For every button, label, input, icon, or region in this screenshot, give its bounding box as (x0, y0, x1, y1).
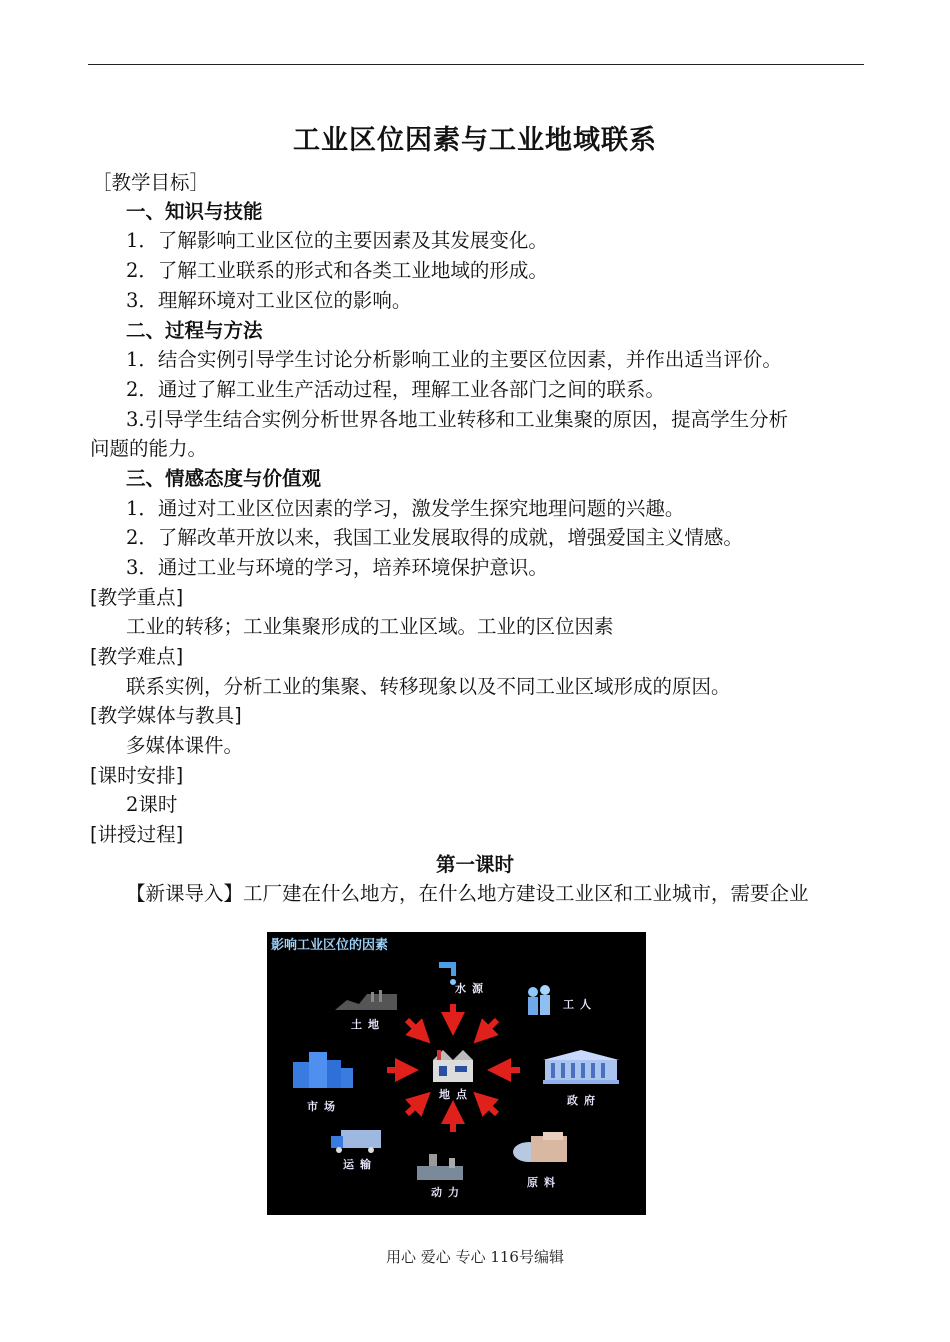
subheading-process: 二、过程与方法 (126, 319, 263, 342)
media-heading: [教学媒体与教具] (90, 704, 242, 727)
water-tap-icon (439, 962, 456, 985)
header-rule (88, 64, 864, 65)
label-labor: 工人 (563, 998, 597, 1011)
list-item: 1．结合实例引导学生讨论分析影响工业的主要区位因素，并作出适当评价。 (126, 348, 782, 371)
market-buildings-icon (293, 1052, 353, 1088)
list-item: 2．了解改革开放以来，我国工业发展取得的成就，增强爱国主义情感。 (126, 526, 743, 549)
list-item: 问题的能力。 (90, 437, 208, 460)
page-footer: 用心 爱心 专心 116号编辑 (386, 1248, 564, 1266)
label-center: 地点 (439, 1088, 473, 1101)
power-plant-icon (417, 1154, 463, 1180)
page-title: 工业区位因素与工业地域联系 (293, 125, 657, 156)
key-points-heading: [教学重点] (90, 586, 184, 609)
label-power: 动力 (431, 1186, 465, 1199)
list-item: 2．通过了解工业生产活动过程，理解工业各部门之间的联系。 (126, 378, 665, 401)
raw-materials-icon (513, 1132, 567, 1162)
government-building-icon (543, 1050, 619, 1084)
list-item: 3．通过工业与环境的学习，培养环境保护意识。 (126, 556, 548, 579)
schedule-heading: [课时安排] (90, 764, 184, 787)
truck-icon (331, 1130, 381, 1153)
lesson-heading: 第一课时 (435, 853, 514, 876)
workers-icon (528, 985, 550, 1015)
figure-graphics (267, 932, 646, 1215)
label-government: 政府 (567, 1094, 601, 1107)
label-materials: 原料 (527, 1176, 561, 1189)
key-points-text: 工业的转移；工业集聚形成的工业区域。工业的区位因素 (126, 615, 614, 638)
arrow-materials (482, 1100, 497, 1114)
arrow-transport (407, 1100, 422, 1114)
intro-text: 【新课导入】工厂建在什么地方，在什么地方建设工业区和工业城市，需要企业 (126, 882, 809, 905)
list-item: 1．了解影响工业区位的主要因素及其发展变化。 (126, 229, 548, 252)
land-icon (335, 990, 397, 1010)
location-factors-figure (267, 932, 646, 1215)
arrow-labor (482, 1020, 497, 1035)
list-item: 1．通过对工业区位因素的学习，激发学生探究地理问题的兴趣。 (126, 497, 685, 520)
list-item: 3．理解环境对工业区位的影响。 (126, 289, 412, 312)
goals-heading: ［教学目标］ (92, 171, 210, 194)
label-water: 水源 (455, 982, 489, 995)
schedule-text: 2课时 (126, 793, 178, 816)
list-item: 3.引导学生结合实例分析世界各地工业转移和工业集聚的原因，提高学生分析 (126, 408, 789, 431)
list-item: 2．了解工业联系的形式和各类工业地域的形成。 (126, 259, 548, 282)
factory-icon (433, 1050, 473, 1082)
difficulties-heading: [教学难点] (90, 645, 184, 668)
subheading-knowledge: 一、知识与技能 (126, 200, 263, 223)
process-heading: [讲授过程] (90, 823, 184, 846)
difficulties-text: 联系实例，分析工业的集聚、转移现象以及不同工业区域形成的原因。 (126, 675, 731, 698)
arrow-land (407, 1020, 422, 1035)
subheading-attitude: 三、情感态度与价值观 (126, 467, 322, 490)
label-market: 市场 (307, 1100, 341, 1113)
media-text: 多媒体课件。 (126, 734, 244, 757)
figure-title: 影响工业区位的因素 (271, 938, 389, 953)
label-transport: 运输 (343, 1158, 377, 1171)
label-land: 土地 (351, 1018, 385, 1031)
